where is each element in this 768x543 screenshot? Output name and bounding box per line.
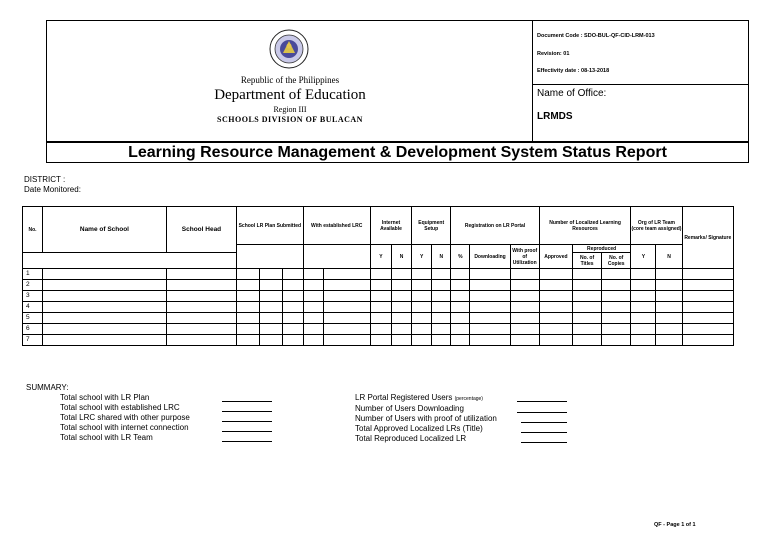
summary-label: Total school with LR Plan	[60, 393, 150, 402]
deped-seal-icon	[269, 29, 309, 69]
col-org-team: Org of LR Team (core team assigned)	[631, 207, 682, 245]
table-row	[23, 324, 734, 335]
equipment-n: N	[432, 245, 451, 269]
report-title: Learning Resource Management & Development System Status Report	[47, 141, 748, 163]
row-number: 4	[23, 302, 43, 313]
summary-blank[interactable]	[521, 424, 567, 433]
table-row	[23, 302, 734, 313]
summary-label: LR Portal Registered Users	[355, 393, 453, 402]
summary-left	[60, 393, 272, 443]
summary-blank[interactable]	[517, 393, 567, 402]
revision: Revision: 01	[537, 51, 570, 57]
effectivity-date: Effectivity date : 08-13-2018	[537, 68, 610, 74]
summary-item	[355, 424, 567, 434]
summary-item	[60, 423, 272, 433]
summary-blank[interactable]	[521, 414, 567, 423]
col-portal: Registration on LR Portal	[451, 207, 539, 245]
col-no: No.	[23, 207, 43, 253]
republic-label: Republic of the Philippines	[240, 75, 340, 85]
divider	[533, 84, 749, 85]
office-value: LRMDS	[537, 111, 573, 122]
col-localized: Number of Localized Learning Resources	[539, 207, 631, 245]
summary-heading: SUMMARY:	[26, 383, 69, 392]
summary-label: Total school with established LRC	[60, 403, 180, 412]
copies: No. of Copies	[602, 253, 631, 269]
localized-approved: Approved	[539, 245, 572, 269]
summary-label: Number of Users with proof of utilization	[355, 414, 497, 423]
department-label: Department of Education	[214, 87, 366, 103]
percentage-note: (percentage)	[454, 396, 483, 402]
region-label: Region III	[273, 105, 307, 114]
col-name-of-school: Name of School	[43, 207, 167, 253]
summary-item	[60, 393, 272, 403]
table-row	[23, 313, 734, 324]
date-monitored-label: Date Monitored:	[24, 185, 81, 194]
summary-item	[60, 403, 272, 413]
summary-label: Total Reproduced Localized LR	[355, 434, 467, 443]
team-n: N	[656, 245, 682, 269]
office-label: Name of Office:	[537, 88, 607, 99]
agency-block	[47, 21, 533, 141]
summary-blank[interactable]	[222, 393, 272, 402]
summary-label: Total LRC shared with other purpose	[60, 413, 190, 422]
summary-blank[interactable]	[222, 433, 272, 442]
summary-blank[interactable]	[222, 413, 272, 422]
summary-blank[interactable]	[517, 404, 567, 413]
document-header	[46, 20, 749, 163]
summary-item	[60, 413, 272, 423]
table-row	[23, 335, 734, 346]
status-table	[22, 206, 734, 346]
row-number: 2	[23, 280, 43, 291]
internet-n: N	[392, 245, 412, 269]
row-number: 6	[23, 324, 43, 335]
summary-blank[interactable]	[222, 423, 272, 432]
document-meta	[533, 21, 749, 141]
internet-y: Y	[370, 245, 391, 269]
col-lrc: With established LRC	[303, 207, 370, 245]
summary-right	[355, 393, 567, 444]
summary-blank[interactable]	[222, 403, 272, 412]
row-number: 1	[23, 269, 43, 280]
col-lr-plan: School LR Plan Submitted	[237, 207, 303, 245]
summary-label: Total Approved Localized LRs (Title)	[355, 424, 483, 433]
equipment-y: Y	[412, 245, 432, 269]
portal-proof: With proof of Utilization	[510, 245, 539, 269]
summary-blank[interactable]	[521, 434, 567, 443]
titles: No. of Titles	[572, 253, 601, 269]
portal-percent: %	[451, 245, 470, 269]
col-internet: Internet Available	[370, 207, 411, 245]
summary-item	[60, 433, 272, 443]
division-label: SCHOOLS DIVISION OF BULACAN	[217, 115, 363, 124]
team-y: Y	[631, 245, 656, 269]
table-row	[23, 280, 734, 291]
summary-item	[355, 414, 567, 424]
table-row	[23, 269, 734, 280]
summary-item	[355, 393, 567, 404]
row-number: 7	[23, 335, 43, 346]
row-number: 5	[23, 313, 43, 324]
document-code: Document Code : SDO-BUL-QF-CID-LRM-013	[537, 33, 655, 39]
summary-label: Number of Users Downloading	[355, 404, 464, 413]
summary-label: Total school with LR Team	[60, 433, 153, 442]
summary-label: Total school with internet connection	[60, 423, 189, 432]
portal-downloading: Downloading	[470, 245, 510, 269]
localized-reproduced: Reproduced	[572, 245, 630, 253]
page-footer: QF - Page 1 of 1	[654, 522, 696, 528]
summary-item	[355, 434, 567, 444]
row-number: 3	[23, 291, 43, 302]
col-school-head: School Head	[166, 207, 236, 253]
table-row	[23, 291, 734, 302]
summary-item	[355, 404, 567, 414]
col-remarks: Remarks/ Signature	[682, 207, 733, 269]
col-equipment: Equipment Setup	[412, 207, 451, 245]
district-label: DISTRICT :	[24, 175, 66, 184]
